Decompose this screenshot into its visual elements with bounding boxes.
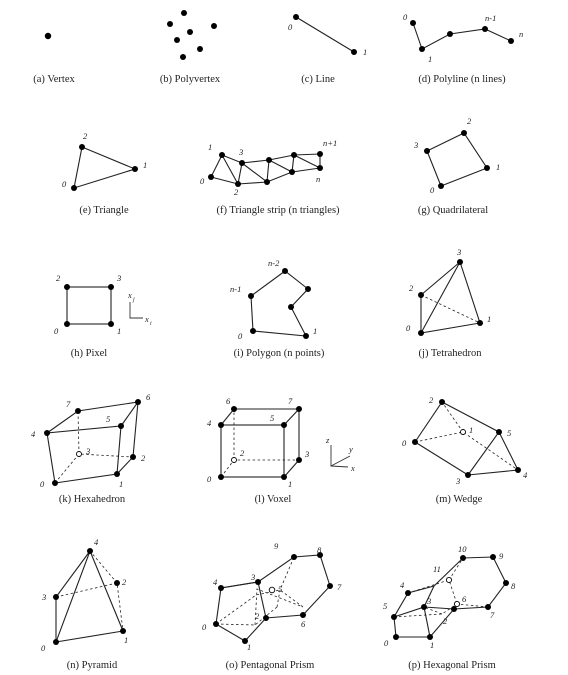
wedge-edges (415, 402, 499, 475)
point-label: n-2 (268, 258, 280, 268)
pixel-edges (67, 287, 111, 324)
caption-pixel: (h) Pixel (70, 348, 108, 359)
vertex-point (317, 151, 323, 157)
point-label: 0 (384, 638, 389, 648)
vertex-point (213, 621, 219, 627)
vertex-point (460, 555, 466, 561)
polygon-edges (251, 271, 308, 336)
vertex-point (418, 330, 424, 336)
vertex-point (71, 185, 77, 191)
vertex-point (419, 46, 425, 52)
vertex-point (424, 148, 430, 154)
point-label: 2 (122, 577, 127, 587)
vertex-point (418, 292, 424, 298)
point-label: 1 (288, 479, 293, 489)
vertex-point (87, 548, 93, 554)
vertex-point (118, 423, 124, 429)
voxel-axis-x (331, 466, 348, 467)
hidden-edge (78, 411, 79, 454)
point-label: 0 (288, 22, 293, 32)
vertex-point (64, 284, 70, 290)
vertex-point (108, 321, 114, 327)
point-label: n (519, 29, 524, 39)
hidden-edge (442, 402, 463, 432)
point-label: 4 (523, 470, 528, 480)
point-label: 1 (428, 54, 433, 64)
cell-polygon (230, 258, 325, 359)
cell-triangle-strip (200, 138, 340, 216)
pyramid-front-face (56, 551, 123, 642)
vertex-point (477, 320, 483, 326)
point-label: 0 (402, 438, 407, 448)
vertex-point (291, 554, 297, 560)
vertex-point (391, 614, 397, 620)
point-label: 11 (433, 564, 441, 574)
cell-pyramid (41, 537, 128, 671)
point-label: 7 (66, 399, 71, 409)
axis-label: z (326, 435, 330, 445)
point-label: n-1 (485, 13, 497, 23)
vertex-point (303, 333, 309, 339)
cell-line (288, 14, 367, 85)
cell-quadrilateral (413, 116, 500, 216)
vertex-point (296, 457, 302, 463)
point-label: 5 (278, 584, 283, 594)
vertex-point (438, 183, 444, 189)
hidden-vertex (454, 601, 459, 606)
point-label: 5 (507, 428, 512, 438)
hidden-edge (90, 551, 117, 583)
caption-line: (c) Line (301, 74, 335, 85)
point-label: 1 (313, 326, 318, 336)
axis-label: x (351, 463, 355, 473)
voxel-front-face (221, 425, 284, 477)
point-label: 3 (86, 446, 91, 456)
vertex-point (289, 169, 295, 175)
vertex-point (218, 422, 224, 428)
point-label: 6 (226, 396, 231, 406)
vertex-point (410, 20, 416, 26)
vertex-point (231, 406, 237, 412)
hidden-edge (408, 580, 457, 604)
polyvertex-point (197, 46, 203, 52)
point-label: 4 (31, 429, 36, 439)
point-label: 2 (240, 448, 245, 458)
vertex-point (296, 406, 302, 412)
hidden-edge (421, 295, 480, 323)
point-label: 5 (383, 601, 388, 611)
point-label: 2 (234, 187, 239, 197)
point-label: 1 (363, 47, 368, 57)
vertex-point (218, 585, 224, 591)
voxel-side-edges (284, 409, 299, 477)
hidden-vertex (446, 577, 451, 582)
caption-wedge: (m) Wedge (435, 494, 483, 505)
point-label: 1 (208, 142, 213, 152)
hidden-edge (255, 589, 303, 625)
vertex-point (248, 293, 254, 299)
cell-tetrahedron (406, 247, 491, 359)
caption-polyvertex: (b) Polyvertex (159, 74, 221, 85)
vertex-point (482, 26, 488, 32)
vertex-point (250, 328, 256, 334)
vertex-point (45, 33, 51, 39)
caption-triangle: (e) Triangle (79, 205, 129, 216)
point-label: 0 (238, 331, 243, 341)
point-label: 4 (400, 580, 405, 590)
point-label: 3 (457, 247, 462, 257)
vertex-point (496, 429, 502, 435)
vertex-point (508, 38, 514, 44)
axis-subscript: j (133, 297, 135, 303)
cell-voxel (207, 396, 355, 505)
point-label: 2 (429, 395, 434, 405)
vertex-point (439, 399, 445, 405)
cell-wedge (402, 395, 528, 505)
caption-quadrilateral: (g) Quadrilateral (417, 205, 489, 216)
caption-polygon: (i) Polygon (n points) (233, 348, 325, 359)
line-edge (296, 17, 354, 52)
vertex-point (79, 144, 85, 150)
point-label: 2 (56, 273, 61, 283)
pixel-axes (130, 302, 143, 318)
vertex-point (490, 554, 496, 560)
vertex-point (484, 165, 490, 171)
hidden-vertex (269, 587, 275, 593)
point-label: 0 (200, 176, 205, 186)
hidden-vertex (232, 458, 237, 463)
point-label: 3 (305, 449, 310, 459)
pentaprism-outline (216, 555, 330, 641)
point-label: 2 (83, 131, 88, 141)
point-label: 4 (94, 537, 99, 547)
point-label: 9 (274, 541, 279, 551)
vertex-point (64, 321, 70, 327)
vertex-point (53, 639, 59, 645)
vertex-point (218, 474, 224, 480)
caption-pentagonal-prism: (o) Pentagonal Prism (225, 660, 315, 671)
point-label: n+1 (323, 138, 338, 148)
polyvertex-point (187, 29, 193, 35)
quad-edges (427, 133, 487, 186)
vertex-point (293, 14, 299, 20)
cell-triangle (62, 131, 147, 216)
vertex-point (239, 160, 245, 166)
vertex-point (52, 480, 58, 486)
hexprism-outline (394, 557, 506, 637)
point-label: 0 (207, 474, 212, 484)
vertex-point (515, 467, 521, 473)
caption-hexagonal-prism: (p) Hexagonal Prism (408, 660, 496, 671)
point-label: 1 (117, 326, 122, 336)
point-label: 1 (119, 479, 124, 489)
vertex-point (120, 628, 126, 634)
polyvertex-point (174, 37, 180, 43)
polyvertex-point (181, 10, 187, 16)
point-label: 0 (40, 479, 45, 489)
caption-voxel: (l) Voxel (254, 494, 292, 505)
hidden-edge (394, 604, 488, 617)
point-label: 3 (239, 147, 244, 157)
hidden-vertex (461, 430, 466, 435)
vertex-point (255, 579, 261, 585)
axis-label: x (128, 290, 132, 300)
cell-vertex (33, 33, 75, 85)
hexprism-edge (424, 607, 430, 637)
hex-front-face (47, 426, 121, 483)
axis-label: x (145, 314, 149, 324)
vertex-point (412, 439, 418, 445)
point-label: 3 (117, 273, 122, 283)
point-label: 7 (490, 610, 495, 620)
point-label: 0 (41, 643, 46, 653)
point-label: 6 (301, 619, 306, 629)
vertex-point (461, 130, 467, 136)
vertex-point (405, 590, 411, 596)
point-label: 2 (255, 611, 260, 621)
point-label: 4 (207, 418, 212, 428)
point-label: 8 (511, 581, 516, 591)
vertex-point (266, 157, 272, 163)
point-label: 2 (467, 116, 472, 126)
point-label: 1 (496, 162, 501, 172)
vertex-point (75, 408, 81, 414)
wedge-edges (468, 432, 518, 475)
vertex-point (263, 615, 269, 621)
axis-subscript: i (150, 321, 152, 327)
vertex-point (281, 422, 287, 428)
point-label: n-1 (230, 284, 242, 294)
vertex-point (264, 179, 270, 185)
point-label: 10 (458, 544, 467, 554)
point-label: 0 (430, 185, 435, 195)
vertex-point (130, 454, 136, 460)
tetra-edges (421, 262, 480, 333)
hidden-edge (277, 557, 294, 607)
point-label: 0 (62, 179, 67, 189)
vertex-point (132, 166, 138, 172)
vertex-point (305, 286, 311, 292)
voxel-axes (331, 445, 350, 466)
point-label: n (316, 174, 321, 184)
hidden-edge (216, 590, 303, 624)
vertex-point (317, 165, 323, 171)
vertex-point (465, 472, 471, 478)
point-label: 5 (270, 413, 275, 423)
cell-pixel (54, 273, 152, 359)
polyvertex-point (180, 54, 186, 60)
point-label: 1 (487, 314, 492, 324)
caption-pyramid: (n) Pyramid (66, 660, 118, 671)
point-label: 2 (409, 283, 414, 293)
point-label: 9 (499, 551, 504, 561)
point-label: 3 (456, 476, 461, 486)
vertex-point (288, 304, 294, 310)
vertex-point (291, 152, 297, 158)
vertex-point (208, 174, 214, 180)
caption-polyline: (d) Polyline (n lines) (418, 74, 506, 85)
point-label: 4 (213, 577, 218, 587)
vertex-point (457, 259, 463, 265)
vertex-point (53, 594, 59, 600)
point-label: 1 (469, 425, 474, 435)
vertex-point (282, 268, 288, 274)
axis-label: y (349, 444, 353, 454)
vertex-point (108, 284, 114, 290)
triangle-edges (74, 147, 135, 188)
vertex-point (135, 399, 141, 405)
point-label: 5 (106, 414, 111, 424)
vertex-point (393, 634, 399, 640)
cell-polyline (403, 12, 523, 85)
vertex-point (327, 583, 333, 589)
cell-hexagonal-prism (383, 544, 516, 671)
point-label: 3 (427, 596, 432, 606)
point-label: 2 (443, 616, 448, 626)
point-label: 2 (141, 453, 146, 463)
polyvertex-point (167, 21, 173, 27)
point-label: 1 (430, 640, 435, 650)
polyvertex-point (211, 23, 217, 29)
point-label: 8 (317, 545, 322, 555)
cell-pentagonal-prism (202, 541, 342, 671)
cell-polyvertex (160, 10, 221, 85)
point-label: 0 (403, 12, 408, 22)
cell-hexahedron (31, 392, 151, 505)
point-label: 7 (288, 396, 293, 406)
point-label: 1 (247, 642, 252, 652)
hidden-vertex (77, 452, 82, 457)
point-label: 7 (337, 582, 342, 592)
pentaprism-edge (221, 582, 258, 588)
point-label: 6 (146, 392, 151, 402)
point-label: 1 (143, 160, 148, 170)
point-label: 6 (462, 594, 467, 604)
point-label: 3 (42, 592, 47, 602)
point-label: 3 (251, 572, 256, 582)
vertex-point (44, 430, 50, 436)
point-label: 0 (54, 326, 59, 336)
vertex-point (503, 580, 509, 586)
vertex-point (219, 152, 225, 158)
point-label: 0 (406, 323, 411, 333)
caption-vertex: (a) Vertex (33, 74, 75, 85)
point-label: 0 (202, 622, 207, 632)
vertex-point (114, 580, 120, 586)
caption-tetrahedron: (j) Tetrahedron (418, 348, 482, 359)
point-label: 1 (124, 635, 129, 645)
point-label: 3 (414, 140, 419, 150)
vertex-point (300, 612, 306, 618)
vertex-point (351, 49, 357, 55)
caption-triangle-strip: (f) Triangle strip (n triangles) (216, 205, 340, 216)
vertex-point (281, 474, 287, 480)
polyline-edges (413, 23, 511, 49)
vertex-point (114, 471, 120, 477)
caption-hexahedron: (k) Hexahedron (58, 494, 126, 505)
vertex-point (447, 31, 453, 37)
hexprism-edge (424, 607, 454, 609)
